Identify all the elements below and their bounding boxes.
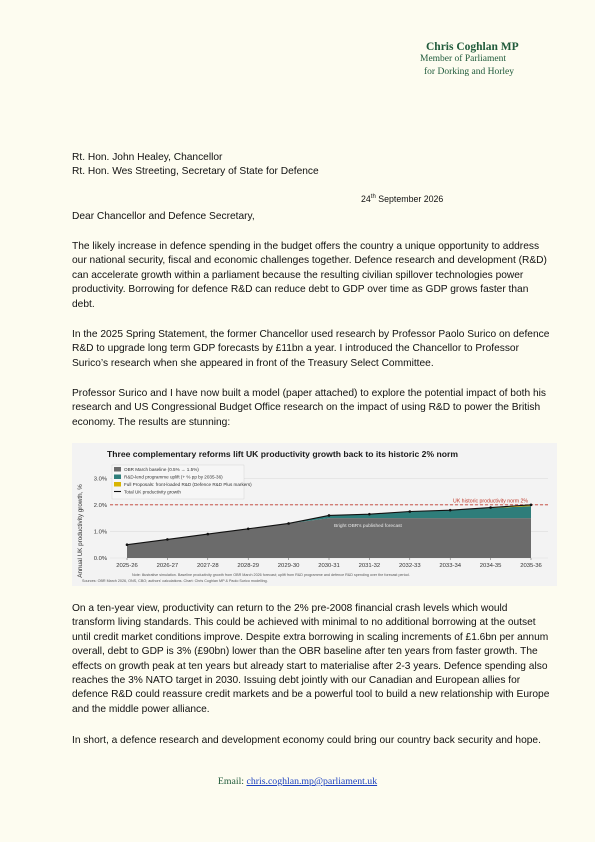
chart-note: Note: illustrative simulation. Baseline productivity growth from OBR March 2026 forecast; uplift from R&D programme and defence R&D spending over the forecast period.	[132, 573, 410, 577]
chart-annotation: Bright OBR's published forecast	[334, 524, 402, 529]
letterhead	[420, 41, 590, 78]
chart-y-tick: 3.0%	[93, 476, 107, 483]
paragraph-1: The likely increase in defence spending in the budget offers the country a unique opportunity to address our national security, fiscal and economic challenges together. Defence research and development (R&D) can accelerate growth within a parliament because the resulting civilian spillover technologies power productivity. Borrowing for defence R&D can reduce debt to GDP over time as GDP grows faster than debt.	[72, 241, 547, 310]
recipient-line: Rt. Hon. John Healey, Chancellor	[72, 152, 223, 163]
chart-reference-label: UK historic productivity norm 2%	[453, 498, 528, 505]
chart-x-tick: 2028-29	[237, 563, 260, 569]
chart-x-tick: 2030-31	[318, 563, 340, 569]
recipient-block	[72, 151, 319, 179]
paragraph-5: In short, a defence research and development economy could bring our country back security and hope.	[72, 735, 541, 746]
email-label: Email:	[217, 776, 247, 787]
chart-total-point	[126, 543, 129, 546]
chart-area-series	[127, 518, 531, 558]
chart-legend-label: Total UK productivity growth	[124, 489, 181, 495]
recipient-line: Rt. Hon. Wes Streeting, Secretary of State for Defence	[72, 166, 319, 177]
chart-total-point	[166, 538, 169, 541]
date-suffix: th	[370, 194, 376, 201]
chart-legend-label: Full Proposals: front-loaded R&D (Defence R&D Plus markers)	[124, 482, 252, 487]
chart-y-tick: 2.0%	[93, 502, 107, 509]
chart-x-tick: 2029-30	[277, 563, 300, 569]
chart-x-tick: 2027-28	[196, 563, 219, 569]
chart-total-point	[368, 513, 371, 516]
chart-legend-swatch	[114, 467, 121, 472]
chart-legend-label: R&D-lend programme uplift (+ % pp by 2035-36)	[124, 474, 223, 480]
date-rest: September 2026	[375, 194, 444, 204]
chart-x-tick: 2026-27	[156, 563, 179, 569]
chart-title: Three complementary reforms lift UK productivity growth back to its historic 2% norm	[107, 449, 458, 459]
chart-x-tick: 2035-36	[520, 563, 542, 569]
chart-legend-swatch	[114, 482, 121, 487]
paragraph-2: In the 2025 Spring Statement, the former Chancellor used research by Professor Paolo Surico on defence R&D to upgrade long term GDP forecasts by £11bn a year. I introduced the Chancellor to Professor Surico’s research when she appeared in front of the Treasury Select Committee.	[72, 329, 550, 369]
mp-name: Chris Coghlan MP	[426, 41, 519, 53]
chart-y-tick: 0.0%	[93, 556, 107, 562]
chart-plot	[94, 465, 548, 569]
salutation: Dear Chancellor and Defence Secretary,	[72, 211, 255, 222]
paragraph-3: Professor Surico and I have now built a model (paper attached) to explore the potential impact of both his research and US Congressional Budget Office research on the impact of using R&D to power the British economy. The results are stunning:	[72, 388, 546, 428]
letter-date	[361, 194, 443, 204]
chart-total-point	[287, 522, 290, 525]
footer	[0, 776, 595, 787]
date-day: 24	[361, 194, 371, 204]
paragraph-4: On a ten-year view, productivity can return to the 2% pre-2008 financial crash levels which would transform living standards. This could be achieved with minimal to no additional borrowing at the outset until credit market conditions improve. Despite extra borrowing in scaling increments of £1.6bn per annum overall, debt to GDP is 3% (£90bn) lower than the OBR baseline after ten years from faster growth. The effects on growth peak at ten years but already start to materialise after 2-3 years. Defence spending also reaches the 3% NATO target in 2030. Issuing debt jointly with our Canadian and European allies for defence R&D could reassure credit markets and be a powerful tool to build a new relationship with Europe and the middle power alliance.	[72, 603, 550, 715]
chart-total-point	[530, 504, 533, 507]
mp-constituency: for Dorking and Horley	[424, 67, 514, 77]
chart-svg	[72, 443, 557, 586]
chart-source: Sources: OBR March 2026, ONS, CBO; authors' calculations. Chart: Chris Coghlan MP & Paolo Surico modelling.	[82, 579, 268, 583]
productivity-chart	[72, 443, 557, 586]
chart-total-point	[247, 527, 250, 530]
chart-total-point	[489, 506, 492, 509]
chart-x-tick: 2031-32	[358, 563, 381, 569]
mp-role: Member of Parliament	[420, 54, 507, 64]
chart-legend-swatch	[114, 475, 121, 480]
chart-x-tick: 2032-33	[398, 563, 421, 569]
chart-y-label: Annual UK productivity growth, %	[77, 484, 84, 578]
chart-x-tick: 2025-26	[116, 563, 138, 569]
chart-total-point	[207, 533, 210, 536]
chart-x-tick: 2034-35	[479, 563, 502, 569]
chart-total-point	[449, 509, 452, 512]
email-link[interactable]: chris.coghlan.mp@parliament.uk	[246, 776, 378, 787]
chart-y-tick: 1.0%	[93, 529, 107, 536]
chart-legend-label: OBR March baseline (0.5% → 1.5%)	[124, 467, 199, 472]
chart-x-tick: 2033-34	[439, 563, 462, 569]
chart-total-point	[328, 514, 331, 517]
chart-total-point	[409, 510, 412, 513]
